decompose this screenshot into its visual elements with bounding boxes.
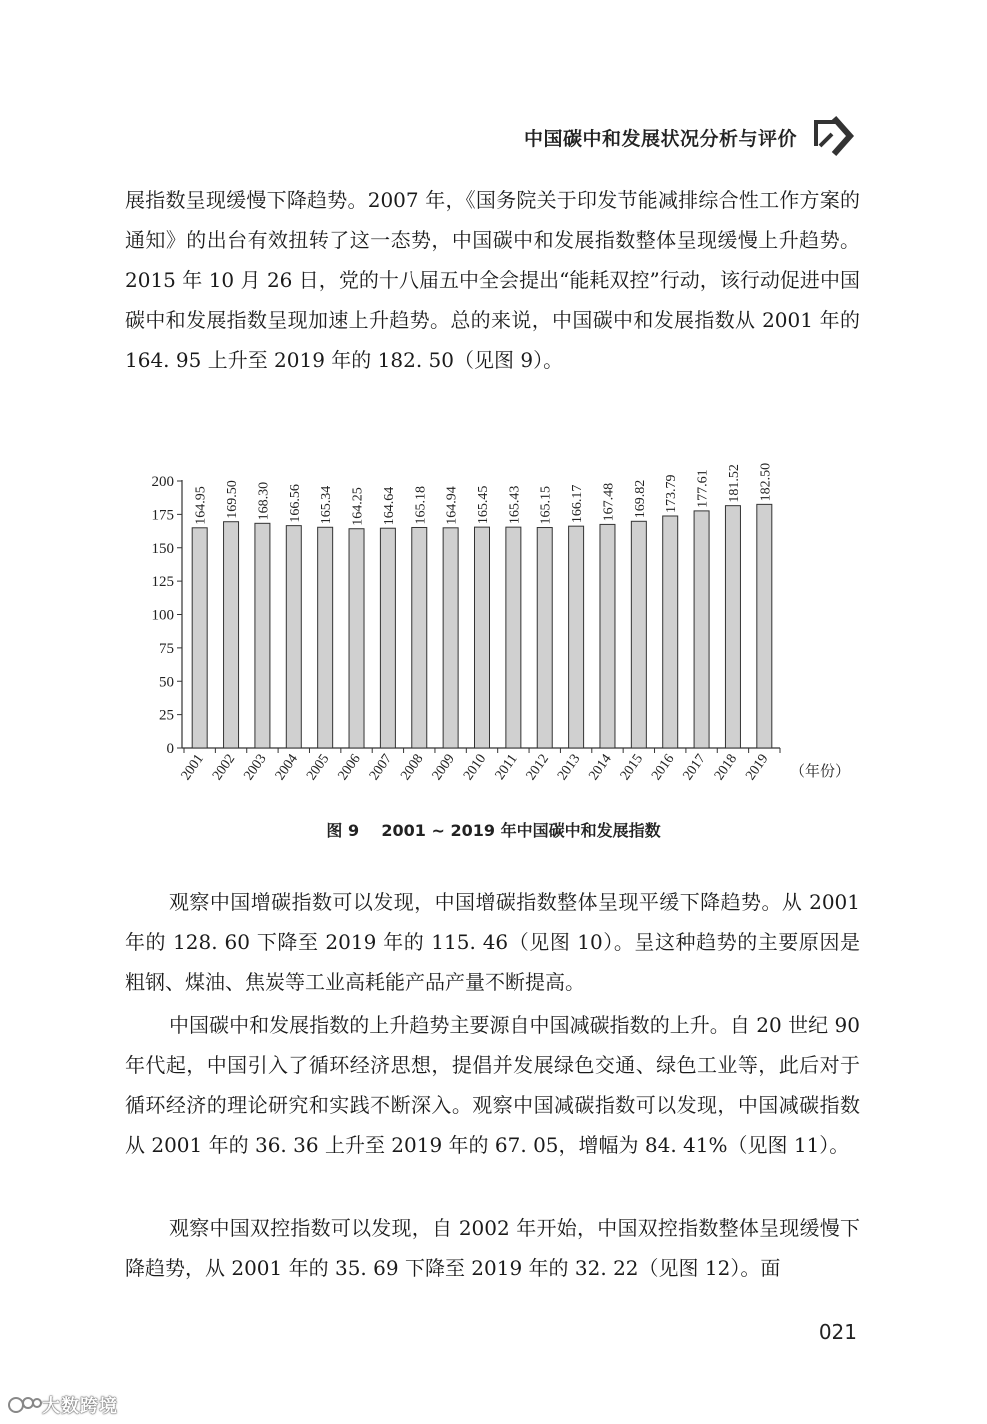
running-header (0, 112, 987, 162)
bar (318, 527, 333, 748)
x-category-label: 2012 (523, 751, 553, 784)
bar-value-label: 165.15 (538, 486, 554, 525)
bar-value-label: 164.94 (444, 486, 460, 525)
bar-value-label: 165.34 (319, 485, 335, 525)
y-tick-label: 75 (159, 640, 174, 657)
x-category-label: 2001 (178, 751, 207, 784)
x-category-label: 2015 (617, 751, 647, 784)
bar-value-label: 164.25 (350, 487, 366, 526)
watermark (8, 1392, 118, 1418)
header-title: 中国碳中和发展状况分析与评价 (523, 128, 797, 150)
bar-value-label: 182.50 (758, 462, 774, 502)
bar (694, 511, 709, 748)
x-category-label: 2019 (743, 751, 772, 784)
bar (725, 506, 740, 748)
page-number: 021 (818, 1320, 857, 1344)
x-category-label: 2016 (649, 751, 678, 784)
bar (537, 528, 552, 748)
bar-chart (0, 440, 987, 810)
bar (506, 527, 521, 748)
x-category-label: 2003 (241, 751, 270, 784)
y-tick-label: 25 (159, 707, 174, 724)
bar (286, 526, 301, 748)
x-category-label: 2004 (272, 751, 302, 784)
x-category-label: 2011 (492, 751, 521, 783)
bar-value-label: 169.50 (225, 480, 241, 519)
y-tick-label: 125 (151, 574, 174, 591)
bar-value-label: 166.17 (570, 484, 586, 524)
bar-value-label: 165.43 (507, 485, 523, 525)
x-category-label: 2006 (335, 751, 364, 784)
bar-value-label: 165.45 (476, 485, 491, 525)
y-tick-label: 200 (151, 474, 174, 490)
paragraph-2: 观察中国增碳指数可以发现，中国增碳指数整体呈现平缓下降趋势。从 2001 年的 128. 60 下降至 2019 年的 115. 46（见图 10）。呈这种趋势的主要原因是粗钢、煤油、焦炭等工业高耗能产品产量不断提高。 (125, 890, 860, 994)
x-category-label: 2018 (711, 751, 741, 784)
bar (663, 516, 678, 748)
x-category-label: 2007 (366, 751, 396, 784)
x-category-label: 2014 (586, 751, 615, 784)
bar (757, 504, 772, 748)
bar-value-label: 168.30 (256, 481, 272, 521)
bar (569, 526, 584, 748)
bar-value-label: 181.52 (726, 464, 742, 503)
paragraph-1: 展指数呈现缓慢下降趋势。2007 年，《国务院关于印发节能减排综合性工作方案的通知》的出台有效扭转了这一态势，中国碳中和发展指数整体呈现缓慢上升趋势。2015 年 10 月 26 日，党的十八届五中全会提出“能耗双控”行动，该行动促进中国碳中和发展指数呈现加速上升趋势。总的来说，中国碳中和发展指数从 2001 年的 164. 95 上升至 2019 年的 182. 50（见图 9）。 (125, 188, 860, 372)
bar (380, 528, 395, 748)
y-tick-label: 0 (166, 741, 174, 757)
bar (349, 529, 364, 748)
bar (224, 522, 239, 748)
bar-value-label: 164.64 (381, 486, 397, 526)
y-tick-label: 175 (151, 507, 174, 524)
bar (475, 527, 490, 748)
x-category-label: 2005 (304, 751, 333, 784)
x-axis-label: （年份） (790, 764, 851, 780)
caption-title: 2001 ~ 2019 年中国碳中和发展指数 (381, 821, 661, 840)
caption-label: 图 9 (326, 821, 360, 840)
bar (631, 521, 646, 748)
x-category-label: 2002 (209, 751, 239, 784)
bar-value-label: 173.79 (664, 474, 680, 513)
watermark-logo-icon (8, 1393, 42, 1417)
bar (192, 528, 207, 748)
bar-value-label: 166.56 (287, 484, 303, 523)
bar-value-label: 164.95 (193, 486, 209, 525)
bar (255, 523, 270, 748)
bar-value-label: 165.18 (413, 485, 429, 525)
figure-caption (0, 818, 987, 841)
bar-value-label: 177.61 (695, 469, 711, 508)
x-category-label: 2008 (398, 751, 427, 784)
bar (412, 527, 427, 748)
chapter-arrow-icon (812, 116, 860, 156)
bar (443, 528, 458, 748)
bar (600, 524, 615, 748)
paragraph-3: 中国碳中和发展指数的上升趋势主要源自中国减碳指数的上升。自 20 世纪 90 年代起，中国引入了循环经济思想，提倡并发展绿色交通、绿色工业等，此后对于循环经济的理论研究和实践不断深入。观察中国减碳指数可以发现，中国减碳指数从 2001 年的 36. 36 上升至 2019 年的 67. 05，增幅为 84. 41%（见图 11）。 (125, 1013, 860, 1157)
x-category-label: 2017 (680, 751, 709, 784)
x-category-label: 2009 (429, 751, 458, 784)
watermark-text: 大数跨境 (42, 1396, 118, 1417)
paragraph-4: 观察中国双控指数可以发现，自 2002 年开始，中国双控指数整体呈现缓慢下降趋势，从 2001 年的 35. 69 下降至 2019 年的 32. 22（见图 12）。面 (125, 1216, 860, 1280)
y-tick-label: 100 (151, 607, 174, 624)
x-category-label: 2013 (555, 751, 584, 784)
bar-value-label: 167.48 (601, 482, 617, 522)
bar-value-label: 169.82 (632, 479, 648, 519)
y-tick-label: 150 (151, 540, 174, 557)
y-tick-label: 50 (159, 674, 174, 691)
x-category-label: 2010 (460, 751, 490, 784)
